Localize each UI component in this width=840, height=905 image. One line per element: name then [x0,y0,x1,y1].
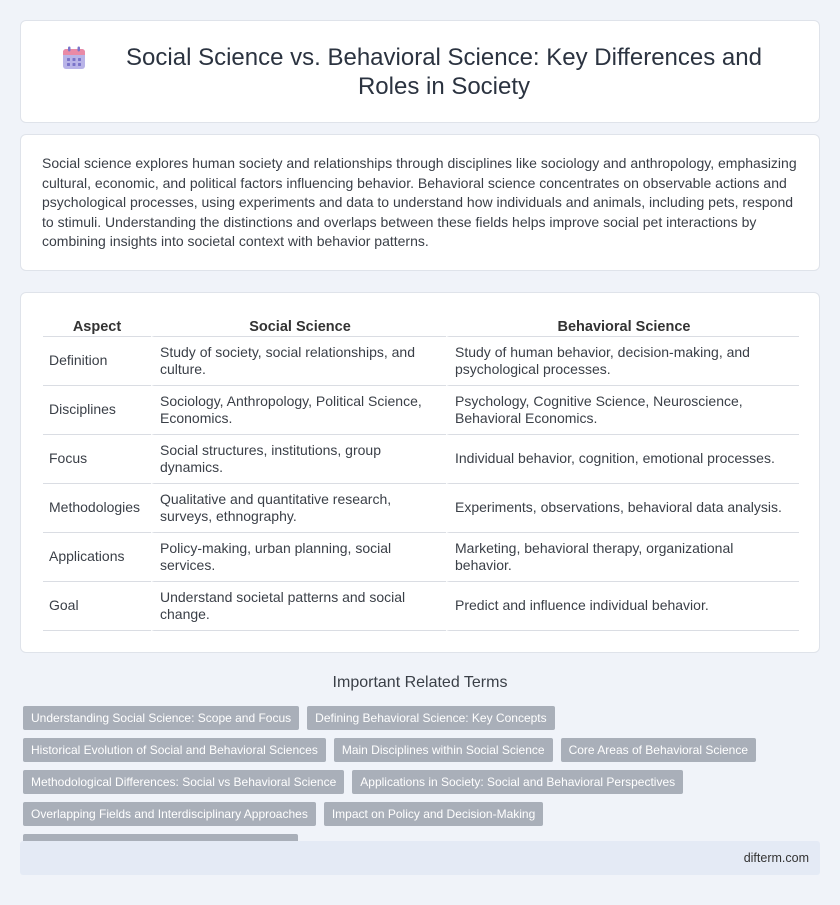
related-terms-tags [23,706,823,858]
row-behavioral: Individual behavior, cognition, emotional processes. [446,435,799,484]
row-behavioral: Predict and influence individual behavior. [446,582,799,631]
footer [20,841,820,875]
row-behavioral: Psychology, Cognitive Science, Neuroscience, Behavioral Economics. [446,386,799,435]
row-social: Policy-making, urban planning, social services. [151,533,446,582]
header-aspect: Aspect [43,311,151,337]
related-tag[interactable]: Defining Behavioral Science: Key Concepts [307,706,554,730]
related-tag[interactable]: Applications in Society: Social and Behavioral Perspectives [352,770,683,794]
row-aspect: Methodologies [43,484,151,533]
row-aspect: Applications [43,533,151,582]
related-terms-title: Important Related Terms [332,674,508,691]
related-tag[interactable]: Main Disciplines within Social Science [334,738,553,762]
related-tag[interactable]: Methodological Differences: Social vs Behavioral Science [23,770,344,794]
related-tag[interactable]: Core Areas of Behavioral Science [561,738,756,762]
row-social: Qualitative and quantitative research, surveys, ethnography. [151,484,446,533]
table-row [43,386,799,435]
row-aspect: Definition [43,337,151,386]
related-tag[interactable]: Impact on Policy and Decision-Making [324,802,543,826]
calendar-icon [61,45,87,71]
comparison-table-card [20,292,820,653]
table-row [43,582,799,631]
row-behavioral: Study of human behavior, decision-making, and psychological processes. [446,337,799,386]
row-aspect: Goal [43,582,151,631]
header-card [20,20,820,123]
intro-paragraph: Social science explores human society and relationships through disciplines like sociology and anthropology, emphasizing cultural, economic, and political factors influencing behavior. Behavioral science concentrates on observable actions and psychological processes, using experiments and data to understand how individuals and animals, including pets, respond to stimuli. Understanding the distinctions and overlaps between these fields helps improve social pet interactions by combining insights into societal context with behavior patterns. [42,155,797,250]
related-tag[interactable]: Historical Evolution of Social and Behavioral Sciences [23,738,326,762]
footer-site-link[interactable]: difterm.com [743,851,809,865]
comparison-table [43,311,799,631]
row-aspect: Focus [43,435,151,484]
table-header-row [43,311,799,337]
header-social-science: Social Science [151,311,446,337]
row-social: Study of society, social relationships, and culture. [151,337,446,386]
row-social: Social structures, institutions, group dynamics. [151,435,446,484]
table-row [43,484,799,533]
related-tag[interactable]: Overlapping Fields and Interdisciplinary Approaches [23,802,316,826]
intro-card [20,134,820,271]
row-behavioral: Experiments, observations, behavioral data analysis. [446,484,799,533]
row-social: Understand societal patterns and social change. [151,582,446,631]
table-row [43,435,799,484]
related-tag[interactable]: Understanding Social Science: Scope and Focus [23,706,299,730]
table-row [43,533,799,582]
row-behavioral: Marketing, behavioral therapy, organizational behavior. [446,533,799,582]
header-behavioral-science: Behavioral Science [446,311,799,337]
row-social: Sociology, Anthropology, Political Science, Economics. [151,386,446,435]
table-row [43,337,799,386]
page-title: Social Science vs. Behavioral Science: Key Differences and Roles in Society [126,43,762,100]
row-aspect: Disciplines [43,386,151,435]
